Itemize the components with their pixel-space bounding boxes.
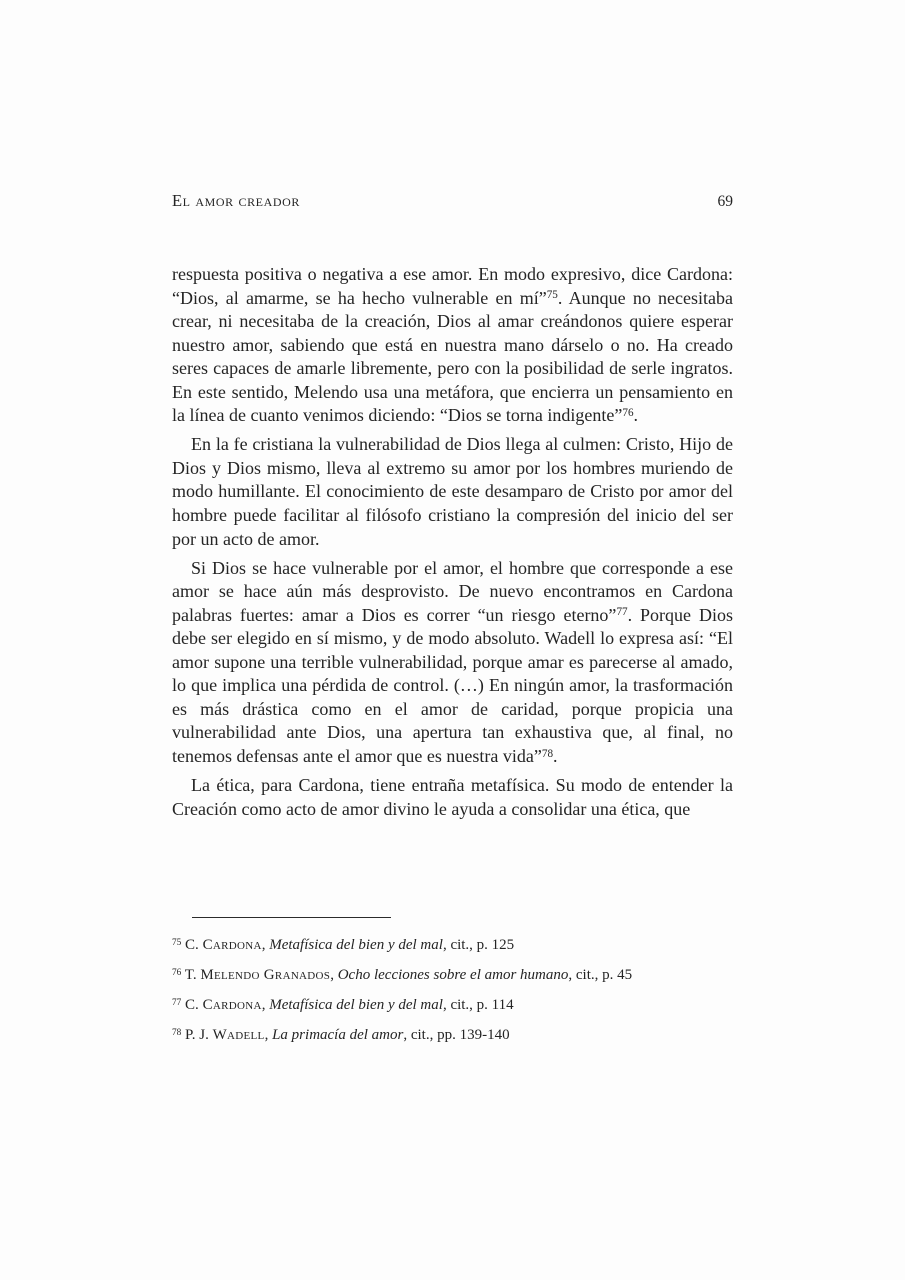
text-run: , cit., p. 114 — [442, 997, 514, 1013]
paragraph — [172, 263, 733, 428]
italic-run: Ocho lecciones sobre el amor humano — [337, 967, 569, 983]
italic-run: Metafísica del bien y del mal — [269, 937, 443, 953]
text-run: P. J. — [181, 1027, 213, 1043]
text-run: , — [261, 997, 270, 1013]
body-text — [172, 263, 733, 827]
text-run: . Aunque no necesitaba crear, ni necesitaba de la creación, Dios al amar creándonos quiere esperar nuestro amor, sabiendo que está en nuestra mano dárselo o no. Ha creado seres capaces de amarle libremente, pero con la posibilidad de serle ingratos. En este sentido, Melendo usa una metáfora, que encierra un pensamiento en la línea de cuanto venimos diciendo: “Dios se torna indigente” — [172, 287, 733, 426]
text-run: . — [633, 405, 639, 426]
running-header — [172, 191, 733, 211]
footnote — [172, 1025, 733, 1046]
text-run: . Porque Dios debe ser elegido en sí mismo, y de modo absoluto. Wadell lo expresa así: “El amor supone una terrible vulnerabilidad, porque amar es parecerse al amado, lo que implica una pérdida de control. (…) En ningún amor, la trasformación es más drástica como en el amor de caridad, porque propicia una vulnerabilidad ante Dios, una apertura tan exhaustiva que, al final, no tenemos defensas ante el amor que es nuestra vida” — [172, 604, 734, 766]
paragraph — [172, 433, 733, 551]
superscript: 75 — [546, 289, 558, 302]
superscript: 78 — [172, 1027, 182, 1038]
text-run: respuesta positiva o negativa a ese amor. En modo expresivo, dice Cardona: “Dios, al amarme, se ha hecho vulnerable en mí” — [172, 264, 733, 308]
footnote — [172, 965, 733, 986]
superscript: 75 — [172, 937, 182, 948]
paragraph — [172, 774, 733, 821]
superscript: 77 — [616, 606, 628, 619]
text-run: En la fe cristiana la vulnerabilidad de Dios llega al culmen: Cristo, Hijo de Dios y Dios mismo, lleva al extremo su amor por los hombres muriendo de modo humillante. El conocimiento de este desamparo de Cristo por amor del hombre puede facilitar al filósofo cristiano la compresión del inicio del ser por un acto de amor. — [172, 434, 733, 549]
page-number: 69 — [717, 193, 733, 210]
footnote-separator — [192, 917, 391, 918]
superscript: 78 — [541, 747, 554, 760]
text-run: , cit., p. 45 — [568, 967, 633, 983]
text-run: La ética, para Cardona, tiene entraña metafísica. Su modo de entender la Creación como acto de amor divino le ayuda a consolidar una ética, que — [172, 774, 733, 819]
small-caps-run: Wadell — [212, 1027, 265, 1043]
small-caps-run: Cardona — [202, 997, 262, 1013]
italic-run: Metafísica del bien y del mal — [269, 997, 443, 1013]
text-run: C. — [181, 937, 203, 953]
italic-run: La primacía del amor — [272, 1027, 404, 1043]
small-caps-run: Melendo Granados — [200, 967, 331, 983]
text-run: , — [330, 967, 338, 983]
footnote-list — [172, 935, 733, 1046]
text-run: T. — [181, 967, 201, 983]
text-run: Si Dios se hace vulnerable por el amor, el hombre que corresponde a ese amor se hace aún más desprovisto. De nuevo encontramos en Cardona palabras fuertes: amar a Dios es correr “un riesgo eterno” — [172, 557, 733, 625]
paragraph — [172, 557, 733, 769]
superscript: 76 — [622, 406, 634, 419]
small-caps-run: Cardona — [202, 937, 262, 953]
page-title: El amor creador — [172, 191, 301, 210]
text-run: , — [264, 1027, 273, 1043]
text-run: . — [553, 745, 558, 766]
text-run: , — [261, 937, 270, 953]
superscript: 77 — [172, 997, 182, 1008]
text-run: , cit., p. 125 — [442, 937, 515, 953]
text-run: , cit., pp. 139-140 — [403, 1027, 510, 1043]
footnote — [172, 935, 733, 956]
text-run: C. — [181, 997, 203, 1013]
footnote — [172, 995, 733, 1016]
footnotes-area — [172, 917, 733, 1055]
superscript: 76 — [172, 967, 182, 978]
